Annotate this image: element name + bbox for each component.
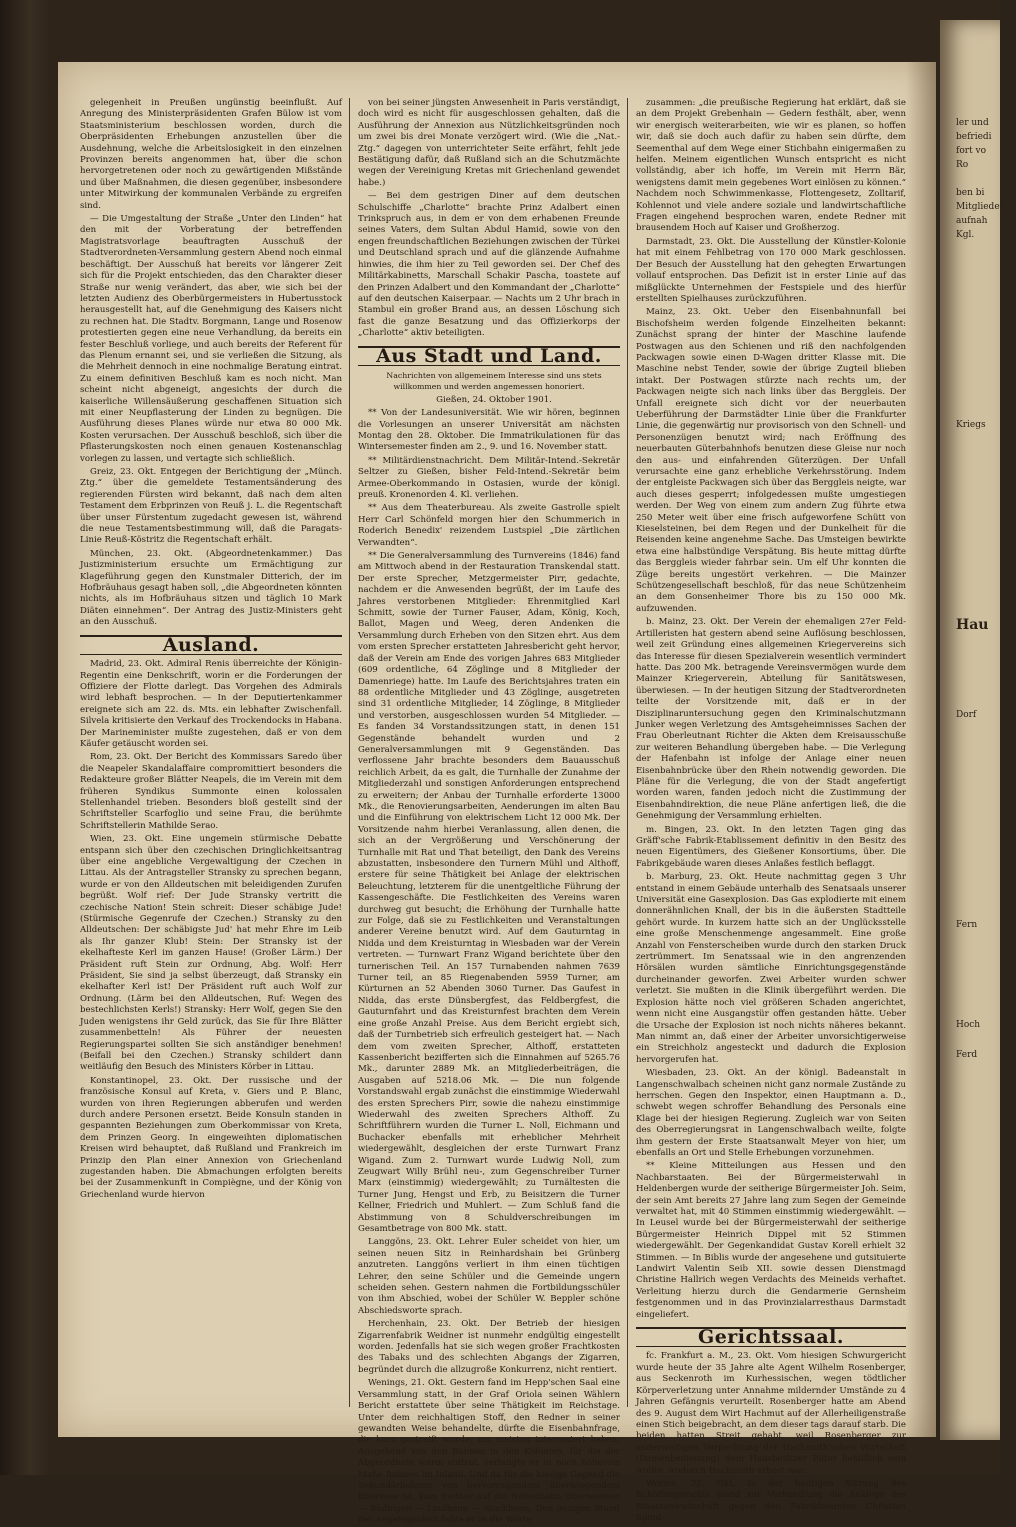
article-paragraph: ** Kleine Mitteilungen aus Hessen und den Nachbarstaaten. Bei der Bürgermeisterwahl in Heldenbergen wurde der seitherige Bürgermeister Joh. Seim, der sein Amt bereits 27 Jahre lang zum Segen der Gemeinde verwaltet hat, mit 40 Stimmen einstimmig wiedergewählt. — In Leusel wurde bei der Bürgermeisterwahl der seitherige Bürgermeister Heinrich Dippel mit 52 Stimmen wiedergewählt. Der Gegenkandidat Gustav Korell erhielt 32 Stimmen. — In Biblis wurde der angesehene und gutsituierte Landwirt Valentin Seib XII. sowie dessen Dienstmagd Christine Hallrich wegen Verdachts des Meineids verhaftet. Verleitung hierzu durch die Gendarmerie Gernsheim festgenommen und in das Provinzialarresthaus Darmstadt eingeliefert. (636, 1161, 906, 1320)
column-divider (627, 98, 628, 1407)
article-paragraph: Mainz, 23. Okt. Ueber den Eisenbahnunfall bei Bischofsheim werden folgende Einzelheiten bekannt: Zunächst sprang der hinter der Maschine laufende Postwagen aus den Schienen und riß den nachfolgenden Packwagen sowie einen D-Wagen dritter Klasse mit. Die Maschine nebst Tender, sowie der übrige Zugteil blieben intakt. Der Postwagen stürzte nach rechts um, der Packwagen neigte sich nach links über das Berggleis. Der Unfall ereignete sich dicht vor der neuerbauten Ueberführung der Darmstädter Linie über die Frankfurter Linie, die gegenwärtig nur provisorisch von den Schnell- und Personenzügen benutzt wird; nach Eröffnung des neuerbauten Güterbahnhofs benutzen diese Gleise nur noch den aus- und einfahrenden Güterzügen. Der Unfall verursachte eine ganz erhebliche Verkehrsstörung. Indem der entgleiste Packwagen sich über das Berggleis neigte, war auch dieses gesperrt; infolgedessen mußte umgestiegen werden. Der Weg von einem zum andern Zug führte etwa 250 Meter weit über eine frisch aufgeworfene Schütt von Kieselsteinen, bei dem Regen und der Dunkelheit für die Reisenden keine angenehme Sache. Das Umsteigen bewirkte etwa eine halbstündige Verspätung. Bis heute mittag dürfte das Berggleis wieder fahrbar sein. Um elf Uhr konnten die Züge bereits ungestört verkehren. — Die Mainzer Schützengesellschaft beschloß, für das neue Schützenheim an dem Gonsenheimer Thore bis zu 150 000 Mk. aufzuwenden. (636, 307, 906, 614)
column-divider (349, 98, 350, 1407)
section-notice: Nachrichten von allgemeinem Interesse sind uns stets willkommen und werden angemessen honoriert. (386, 370, 602, 392)
article-paragraph: gelegenheit in Preußen ungünstig beeinflußt. Auf Anregung des Ministerpräsidenten Grafen Bülow ist vom Staatsministerium beschlossen worden, durch die Oberpräsidenten Erhebungen anzustellen über die Ausdehnung, welche die Arbeitslosigkeit in den einzelnen Provinzen bereits angenommen hat, über die schon hervorgetretenen oder noch zu gewärtigenden Mißstände und über Maßnahmen, die diesen gegenüber, insbesondere unter Mitwirkung der kommunalen Verbände zu ergreifen sind. (80, 98, 342, 211)
adjacent-page-heading: Hau (956, 617, 989, 633)
article-paragraph: Madrid, 23. Okt. Admiral Renis überreichte der Königin-Regentin eine Denkschrift, worin er die Forderungen der Offiziere der Flotte darlegt. Das Vorgehen des Admirals wird lebhaft besprochen. — In der Deputiertenkammer ereignete sich am 22. ds. Mts. ein lebhafter Zwischenfall. Silvela kritisierte den Verkauf des Trockendocks in Habana. Der Marineminister mußte zugestehen, daß er von dem Käufer getäuscht worden sei. (80, 659, 342, 749)
adjacent-page-text: ben bi (956, 188, 985, 198)
section-heading-ausland: Ausland. (80, 635, 342, 655)
adjacent-page-text: fort vo (956, 146, 987, 156)
section-heading-gerichtssaal: Gerichtssaal. (636, 1327, 906, 1347)
adjacent-page-text: Hoch (956, 1020, 981, 1030)
column-3 (636, 98, 906, 1524)
article-paragraph: fc. Frankfurt a. M., 23. Okt. Vom hiesigen Schwurgericht wurde heute der 35 Jahre alte Agent Wilhelm Rosenberger, aus Seckenroth im Kurhessischen, wegen tödtlicher Körperverletzung unter Annahme mildernder Umstände zu 4 Jahren Gefängnis verurteilt. Rosenberger hatte am Abend des 9. August dem Wirt Hachmut auf der Allerheiligenstraße einen Stich beigebracht, an dem dieser tags darauf starb. Die beiden hatten Streit gehabt, weil Rosenberger zur anderweitigen Verpachtung der Hachmuth'schen Wirtschaft (Damenbedienung) dem Hausbesitzer Piltor behilflich sein wollte, wodurch Hachmuth erbost war. (636, 1351, 906, 1476)
adjacent-page-text: Mitglieder (956, 202, 1004, 212)
adjacent-page-text: Kriegs (956, 420, 986, 430)
article-paragraph: München, 23. Okt. (Abgeordnetenkammer.) Das Justizministerium ersuchte um Ermächtigung zur Klageführung gegen den Kunstmaler Ditterich, der im Hofbräuhaus gesagt haben soll, „die Abgeordneten könnten nichts, als im Hofbräuhaus sitzen und täglich 10 Mark Diäten einnehmen“. Der Antrag des Justiz-Ministers geht an den Ausschuß. (80, 548, 342, 628)
article-paragraph: — Die Umgestaltung der Straße „Unter den Linden“ hat den mit der Vorberatung der betreffenden Magistratsvorlage beauftragten Ausschuß der Stadtverordneten-Versammlung gestern Abend noch einmal beschäftigt. Der Ausschuß hat bereits vor längerer Zeit sich für die Projekt entschieden, das den Charakter dieser Straße nur wenig verändert, das aber, wie sich bei der letzten Audienz des Oberbürgermeisters in Hubertusstock herausgestellt hat, auf die Genehmigung des Kaisers nicht zu rechnen hat. Die Stadtv. Borgmann, Lange und Rosenow protestierten gegen eine neue Verhandlung, da bereits ein fester Beschluß vorliege, und auch bereits der Referent für das Plenum ernannt sei, und sie verließen die Sitzung, als die Mehrheit dennoch in eine nochmalige Beratung eintrat. Zu einem definitiven Beschluß kam es noch nicht. Man scheint nicht abgeneigt, angesichts der durch die kaiserliche Willensäußerung geschaffenen Situation sich mit einer Neupflasterung der Linden zu begnügen. Die Ausführung dieses Planes würde nur etwa 80 000 Mk. Kosten verursachen. Der Ausschuß beschloß, sich über die Pflasterungskosten noch einen genauen Kostenanschlag vorlegen zu lassen, und vertagte sich schließlich. (80, 214, 342, 464)
article-paragraph: Langgöns, 23. Okt. Lehrer Euler scheidet von hier, um seinen neuen Sitz in Reinhardshain bei Grünberg anzutreten. Langgöns verliert in ihm einen tüchtigen Lehrer, den seine Schüler und die Gemeinde ungern scheiden sehen. Gestern nahmen die Fortbildungsschüler von ihm Abschied, wobei der Schüler W. Beppler schöne Abschiedsworte sprach. (358, 1237, 620, 1316)
column-2 (358, 98, 620, 1526)
adjacent-page-text: Fern (956, 920, 978, 930)
newspaper-page (58, 62, 936, 1526)
article-paragraph: ** Militärdienstnachricht. Dem Militär-Intend.-Sekretär Seltzer zu Gießen, bisher Feld-Intend.-Sekretär beim Armee-Oberkommando in Ostasien, wurde der königl. preuß. Kronenorden 4. Kl. verliehen. (358, 455, 620, 500)
adjacent-page-text: Kgl. (956, 230, 975, 240)
adjacent-page-text: Ro (956, 160, 969, 170)
article-paragraph: ** Die Generalversammlung des Turnvereins (1846) fand am Mittwoch abend in der Restauration Transkendal statt. Der erste Sprecher, Metzgermeister Pirr, gedachte, nachdem er die Anwesenden begrüßt, der im Laufe des Jahres verstorbenen Mitglieder: Ehrenmitglied Karl Schmitt, sowie der Turner Fauser, Adam, König, Koch, Ballot, Magen und Weeg, deren Andenken die Versammlung durch Erheben von den Sitzen ehrt. Aus dem vom ersten Sprecher erstatteten Jahresbericht geht hervor, daß der Verein am Ende des vorigen Jahres 683 Mitglieder (609 ordentliche, 64 Zöglinge und 8 Mitglieder der Damenriege) hatte. Im Laufe des Berichtsjahres traten ein 88 ordentliche Mitglieder und 43 Zöglinge, ausgetreten sind 31 ordentliche Mitglieder, 14 Zöglinge, 8 Mitglieder und verstorben, ausgeschlossen wurden 54 Mitglieder. — Es fanden 34 Vorstandssitzungen statt, in denen 151 Gegenstände behandelt wurden und 2 Generalversammlungen mit 9 Gegenständen. Das verflossene Jahr brachte besonders dem Bauausschuß reichlich Arbeit, da es galt, die Turnhalle der Zunahme der Mitgliederzahl und sonstigen Anforderungen entsprechend zu erweitern; der Anbau der Turnhalle erforderte 13000 Mk., die Renovierungsarbeiten, Aenderungen im alten Bau und die Einführung von elektrischem Licht 12 000 Mk. Der Vorsitzende nahm hierbei Veranlassung, allen denen, die sich an der Vergrößerung und Verschönerung der Turnhalle mit Rat und That beteiligt, den Dank des Vereins abzustatten, insbesondere den Turnern Mühl und Althoff, erstere für seine Thätigkeit bei Anlage der elektrischen Beleuchtung, letzterem für die unentgeltliche Führung der Kassengeschäfte. Die Festlichkeiten des Vereins waren durchweg gut besucht; die Erhöhung der Turnhalle hatte zur Folge, daß sie zu Festlichkeiten und Veranstaltungen anderer Vereine benutzt wird. Auf dem Gauturntag in Nidda und dem Kreisturntag in Wiesbaden war der Verein vertreten. — Turnwart Franz Wigand berichtete über den turnerischen Teil. An 157 Turnabenden nahmen 7639 Turner teil, an 85 Riegenabenden 5959 Turner, am Kürturnen an 52 Abenden 3060 Turner. Das Gaufest in Nidda, das erste Dünsbergfest, das Feldbergfest, die Gauturnfahrt und das Kreisturnfest brachten dem Verein eine große Anzahl Preise. Aus dem Bericht ergiebt sich, daß der Turnbetrieb sich erfreulich gesteigert hat. — Nach dem vom zweiten Sprecher, Althoff, erstatteten Kassenbericht bezifferten sich die Einnahmen auf 5265.76 Mk., darunter 2889 Mk. an Mitgliederbeiträgen, die Ausgaben auf 5218.06 Mk. — Die nun folgende Vorstandswahl ergab zunächst die einstimmige Wiederwahl des ersten Sprechers Pirr, sowie die nahezu einstimmige Wiederwahl des zweiten Sprechers Althoff. Zu Schriftführern wurden die Turner L. Noll, Eichmann und Buchacker ebenfalls mit erheblicher Mehrheit wiedergewählt, desgleichen der erste Turnwart Franz Wigand. Zum 2. Turnwart wurde Ludwig Noll, zum Zeugwart Willy Brühl neu-, zum Gegenschreiber Turner Marx (einstimmig) wiedergewählt; zu Turnältesten die Turner Jung, Hengst und Erb, zu Beisitzern die Turner Kellner, Friedrich und Muhlert. — Zum Schluß fand die Abstimmung von 8 Schuldverschreibungen im Gesamtbetrage von 800 Mk. statt. (358, 551, 620, 1234)
article-paragraph: Wien, 23. Okt. Eine ungemein stürmische Debatte entspann sich über den czechischen Dringlichkeitsantrag über eine angebliche Vergewaltigung der Czechen in Littau. Als der Antragsteller Stransky zu sprechen begann, wurde er von den Alldeutschen mit beleidigenden Zurufen begrüßt. Wolf rief: Der Jude Stransky vertritt die czechische Nation! Stein schreit: Dieser schäbige Jude! (Stürmische Gegenrufe der Czechen.) Stransky zu den Alldeutschen: Der schäbigste Jud' hat mehr Ehre im Leib als Ihr ganzer Klub! Stein: Der Stransky ist der ekelhafteste Kerl im ganzen Hause! (Großer Lärm.) Der Präsident ruft Stein zur Ordnung, Abg. Wolf: Herr Präsident, Sie sind ja selbst überzeugt, daß Stransky ein ekelhafter Kerl ist! Der Präsident ruft auch Wolf zur Ordnung. (Lärm bei den Alldeutschen, Ruf: Wegen des bestechlichsten Kerls!) Stransky: Herr Wolf, gegen Sie den Juden wenigstens ihr Geld zurück, das Sie für Ihre Blätter zusammenbetteln! Als Führer der neuesten Regierungspartei sollten Sie sich anständiger benehmen! (Beifall bei den Czechen.) Stransky schildert dann weitläufig den Besuch des Ministers Körber in Littau. (80, 834, 342, 1073)
dateline: Gießen, 24. Oktober 1901. (436, 394, 552, 405)
article-paragraph: Rom, 23. Okt. Der Bericht des Kommissars Saredo über die Neapeler Skandalaffaire compromittiert besonders die Redakteure großer Blätter Neapels, die im Verein mit dem früheren Syndikus Summonte einen kolossalen Stellenhandel trieben. Besonders bloß gestellt sind der Schriftsteller Scarfoglio und seine Frau, die berühmte Schriftstellerin Mathilde Serao. (80, 752, 342, 831)
article-paragraph: ** Aus dem Theaterbureau. Als zweite Gastrolle spielt Herr Carl Schönfeld morgen hier den Schummerich in Roderich Benedix' reizendem Lustspiel „Die zärtlichen Verwandten“. (358, 503, 620, 548)
article-paragraph: Greiz, 23. Okt. Entgegen der Berichtigung der „Münch. Ztg.“ über die gemeldete Testamentsänderung des regierenden Fürsten wird bekannt, daß nach dem alten Testament dem Erbprinzen von Reuß j. L. die Regentschaft über unser Fürstentum zugedacht gewesen ist, während die neue Testamentsbestimmung will, daß die Paragats-Linie Reuß-Köstritz die Regentschaft erhält. (80, 467, 342, 546)
article-paragraph: b. Mainz, 23. Okt. Der Verein der ehemaligen 27er Feld-Artilleristen hat gestern abend seine Auflösung beschlossen, weil zeit Gründung eines allgemeinen Kriegervereins sich das Interesse für diesen Spezialverein wesentlich vermindert hatte. Das 200 Mk. betragende Vereinsvermögen wurde dem Mainzer Kriegerverein, Abteilung für Sanitätswesen, überwiesen. — In der heutigen Sitzung der Stadtverordneten teilte der Vorsitzende mit, daß er in der Disziplinaruntersuchung gegen den Kriminalschutzmann Junker wegen Verletzung des Amtsgeheimnisses Sachen der Frau Oberleutnant Richter die Akten dem Kreisausschuße zur weiteren Behandlung übergeben habe. — Die Verlegung der Hafenbahn ist infolge der Anlage einer neuen Eisenbahnbrücke über den Rhein notwendig geworden. Die Pläne für die Verlegung, die von der Stadt angefertigt worden waren, fanden jedoch nicht die Zustimmung der Eisenbahndirektion, die neue Pläne anfertigen ließ, die die Genehmigung der Versammlung erhielten. (636, 617, 906, 822)
article-paragraph: Herchenhain, 23. Okt. Der Betrieb der hiesigen Zigarrenfabrik Weidner ist nunmehr endgültig eingestellt worden. Jedenfalls hat sie sich wegen großer Frachtkosten des Tabaks und des schlechten Abgangs der Zigarren, begründet durch die allzugroße Konkurrenz, nicht rentiert. (358, 1319, 620, 1375)
article-paragraph: von bei seiner jüngsten Anwesenheit in Paris verständigt, doch wird es nicht für ausgeschlossen gehalten, daß die Ausführung der Annexion aus Nützlichkeitsgründen noch um zwei bis drei Monate verzögert wird. (Wie die „Nat.-Ztg.“ dagegen von unterrichteter Seite erfährt, fehlt jede Bestätigung dafür, daß Rußland sich an die Schutzmächte wegen der Vereinigung Kretas mit Griechenland gewendet habe.) (358, 98, 620, 188)
article-paragraph: b. Marburg, 23. Okt. Heute nachmittag gegen 3 Uhr entstand in einem Gebäude unterhalb des Senatsaals unserer Universität eine Gasexplosion. Das Gas explodierte mit einem donnerähnlichen Knall, der bis in die äußersten Stadtteile gehört wurde. In kurzem hatte sich an der Unglücksstelle eine große Menschenmenge angesammelt. Eine große Anzahl von Fensterscheiben wurde durch den starken Druck zertrümmert. Im Senatssaal wie in den angrenzenden Hörsälen wurden sämtliche Einrichtungsgegenstände durcheinander geworfen. Zwei Arbeiter wurden schwer verletzt. Sie mußten in die Klinik übergeführt werden. Die Explosion hätte noch viel größeren Schaden angerichtet, wenn nicht eine Ausgangstür offen gestanden hätte. Ueber die Ursache der Explosion ist noch nichts näheres bekannt. Man nimmt an, daß einer der Arbeiter unvorsichtigerweise ein Streichholz angesteckt und dadurch die Explosion hervorgerufen hat. (636, 872, 906, 1065)
adjacent-page-text: ler und (956, 118, 989, 128)
article-paragraph: Wenings, 21. Okt. Gestern fand im Hepp'schen Saal eine Versammlung statt, in der Graf Oriola seinen Wählern Bericht erstattete über seine Thätigkeit im Reichstage. Unter dem reichhaltigen Stoff, den Redner in seiner gewandten Weise behandelte, dürfte die Eisenbahnfrage, die kurz gestreift wurde, am meisten interessiert haben. Ausgehend von den Bahnen in den Kolonien, für die der Abgeordnete warm eintrat, verlangte er in noch höherem Maße Bahnen im Inland. Und da für die hiesige Gegend die Sekundärbahnen von hervorragendem überwiegendem Interesse ist, kam Redner auf die Nebenbahn Oberseemen — Büdingen — Lindheim — Stockheim. Den jetzigen Stand der Angelegenheit faßte er in die Worte (358, 1378, 620, 1526)
adjacent-page-text: befriedi (956, 132, 992, 142)
adjacent-page-text: Ferd (956, 1050, 978, 1060)
article-paragraph: m. Bingen, 23. Okt. In den letzten Tagen ging das Gräff'sche Fabrik-Etablissement definitiv in den Besitz des neuen Eigentümers, des Gießener Konsortiums, über. Die Fabrikgebäude waren dieses Anlaßes festlich beflaggt. (636, 824, 906, 869)
article-paragraph: Konstantinopel, 23. Okt. Der russische und der französische Konsul auf Kreta, v. Giers und P. Blanc, wurden von ihren Regierungen abberufen und werden durch andere Personen ersetzt. Beide Konsuln standen in gespannten Beziehungen zum Oberkommissar von Kreta, dem Prinzen Georg. In eingeweihten diplomatischen Kreisen wird behauptet, daß Rußland und Frankreich im Prinzip den Plan einer Annexion von Griechenland zugestanden haben. Die Abmachungen erfolgten bereits bei der Zusammenkunft in Compiègne, und der König von Griechenland wurde hiervon (80, 1075, 342, 1200)
article-paragraph: Darmstadt, 23. Okt. Die Ausstellung der Künstler-Kolonie hat mit einem Fehlbetrag von 170 000 Mark geschlossen. Der Besuch der Ausstellung hat den gehegten Erwartungen vollauf entsprochen. Das Defizit ist in erster Linie auf das mißglückte Unternehmen der Festspiele und des hierfür erstellten Spielhauses zurückzuführen. (636, 236, 906, 304)
article-paragraph: Worms, 22. Okt. In der heutigen Sitzung des Schöffengerichts stand zur Verhandlung die Anklage des Staatsanwaltschaft gegen den Fabrikbeamten Christian Spind- (636, 1478, 906, 1524)
section-heading-stadt-land: Aus Stadt und Land. (358, 346, 620, 366)
article-paragraph: ** Von der Landesuniversität. Wie wir hören, beginnen die Vorlesungen an unserer Universität am nächsten Montag den 28. Oktober. Die Immatrikulationen für das Wintersemester finden am 2., 9. und 16. November statt. (358, 408, 620, 453)
adjacent-page-text: aufnah (956, 216, 988, 226)
article-paragraph: — Bei dem gestrigen Diner auf dem deutschen Schulschiffe „Charlotte“ brachte Prinz Adalbert einen Trinkspruch aus, in dem er von dem erhabenen Freunde seines Vaters, dem Sultan Abdul Hamid, sowie von den engen freundschaftlichen Beziehungen zwischen der Türkei und Deutschland sprach und auf die glänzende Aufnahme hinwies, die ihm hier zu Teil geworden sei. Der Chef des Militärkabinetts, Marschall Schakir Pascha, toastete auf den Prinzen Adalbert und den Kommandant der „Charlotte“ auf den deutschen Kaiserpaar. — Nachts um 2 Uhr brach in Stambul ein großer Brand aus, an dessen Löschung sich fast die ganze Besatzung und das Offizierkorps der „Charlotte“ aktiv beteiligten. (358, 191, 620, 339)
adjacent-page-edge (940, 20, 1004, 1440)
adjacent-page-text: Dorf (956, 710, 977, 720)
column-1 (80, 98, 342, 1407)
article-paragraph: Wiesbaden, 23. Okt. An der königl. Badeanstalt in Langenschwalbach scheinen nicht ganz normale Zustände zu herrschen. Gegen den Inspektor, einen Hauptmann a. D., schwebt wegen schroffer Behandlung des Personals eine Klage bei der hiesigen Regierung. Zugleich war von Seiten des Oberregierungsrat in Langenschwalbach weilte, folgte ihm gestern der Erste Staatsanwalt Meyer von hier, um ebenfalls an Ort und Stelle Erhebungen vorzunehmen. (636, 1068, 906, 1158)
article-paragraph: zusammen: „die preußische Regierung hat erklärt, daß sie an dem Projekt Grebenhain — Gedern festhält, aber, wenn wir energisch weiterarbeiten, wie wir es planen, so hoffen wir, daß sie doch auch dafür zu haben sein dürfte, dem Seementhal auf dem Wege einer Stichbahn einigermaßen zu helfen. Meinem eigentlichen Wunsch entspricht es nicht vollständig, aber ich hoffe, im Verein mit Herrn Bär, wenigstens damit mein gegebenes Wort einlösen zu können.“ Nachdem noch Schwimmenkasse, Flottengesetz, Zolltarif, Kohlennot und viele andere soziale und landwirtschaftliche Fragen eingehend besprochen waren, endete Redner mit brausendem Hoch auf Kaiser und Großherzog. (636, 98, 906, 234)
